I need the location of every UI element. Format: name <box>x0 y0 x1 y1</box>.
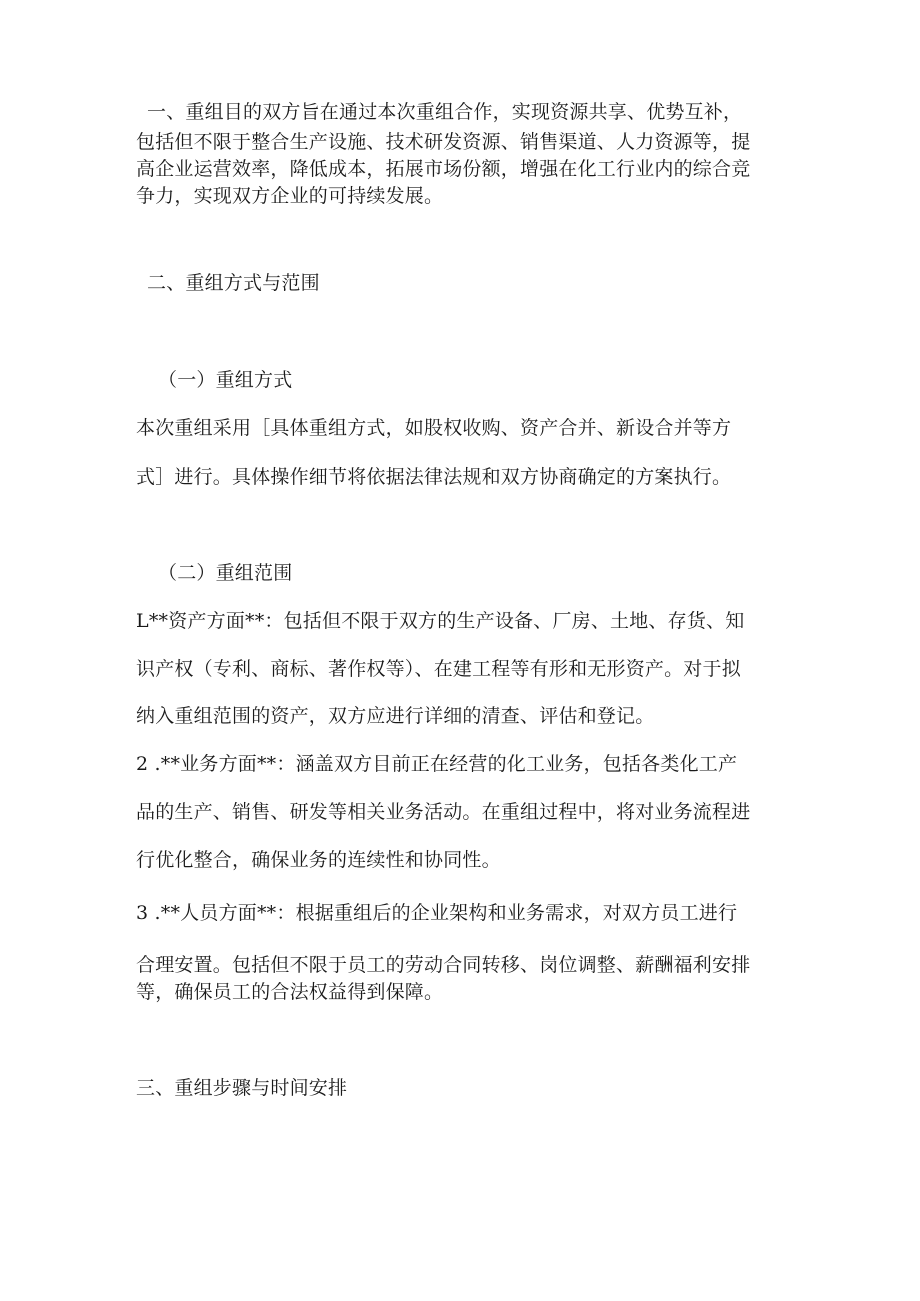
paragraph-line: 本次重组采用［具体重组方式，如股权收购、资产合并、新设合并等方 <box>136 417 732 439</box>
paragraph-line: 纳入重组范围的资产，双方应进行详细的清查、评估和登记。 <box>136 705 655 727</box>
section-3-heading: 三、重组步骤与时间安排 <box>136 1077 348 1099</box>
subsection-scope-heading: （二）重组范围 <box>158 562 293 584</box>
paragraph-line: 行优化整合，确保业务的连续性和协同性。 <box>136 849 501 871</box>
paragraph-line: 2 .**业务方面**：涵盖双方目前正在经营的化工业务，包括各类化工产 <box>136 753 738 775</box>
paragraph-line: 争力，实现双方企业的可持续发展。 <box>136 185 444 207</box>
paragraph-line: 高企业运营效率，降低成本，拓展市场份额，增强在化工行业内的综合竞 <box>136 158 751 180</box>
paragraph-line: 合理安置。包括但不限于员工的劳动合同转移、岗位调整、薪酬福利安排 <box>136 954 751 976</box>
paragraph-line: L**资产方面**：包括但不限于双方的生产设备、厂房、土地、存货、知 <box>136 610 745 632</box>
paragraph-line: 一、重组目的双方旨在通过本次重组合作，实现资源共享、优势互补， <box>147 101 743 123</box>
paragraph-line: 式］进行。具体操作细节将依据法律法规和双方协商确定的方案执行。 <box>136 466 732 488</box>
paragraph-line: 识产权（专利、商标、著作权等）、在建工程等有形和无形资产。对于拟 <box>136 658 741 680</box>
subsection-method-heading: （一）重组方式 <box>158 369 293 391</box>
paragraph-line: 包括但不限于整合生产设施、技术研发资源、销售渠道、人力资源等，提 <box>136 131 751 153</box>
paragraph-line: 等，确保员工的合法权益得到保障。 <box>136 981 444 1003</box>
paragraph-line: 3 .**人员方面**：根据重组后的企业架构和业务需求，对双方员工进行 <box>136 902 738 924</box>
paragraph-line: 品的生产、销售、研发等相关业务活动。在重组过程中，将对业务流程进 <box>136 801 751 823</box>
section-2-heading: 二、重组方式与范围 <box>147 272 320 294</box>
